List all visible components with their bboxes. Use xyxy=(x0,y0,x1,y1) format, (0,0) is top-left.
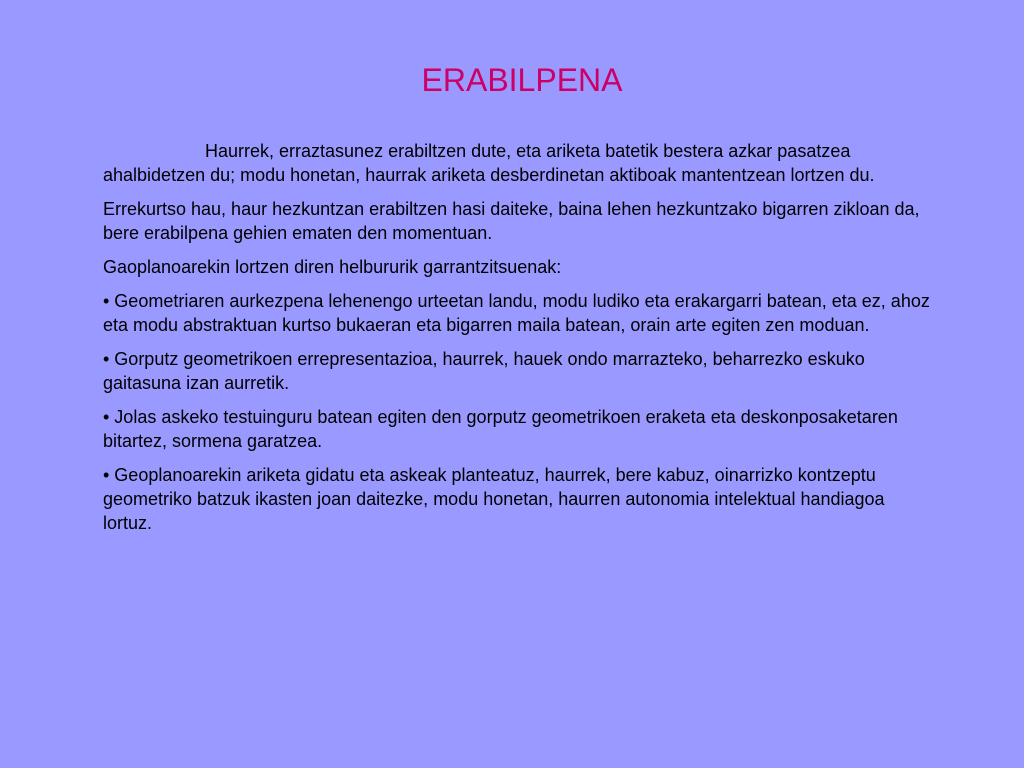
bullet-item: • Geometriaren aurkezpena lehenengo urteetan landu, modu ludiko eta erakargarri batean, eta ez, ahoz eta modu abstraktuan kurtso bukaeran eta bigarren maila batean, orain arte egiten zen moduan. xyxy=(103,291,930,335)
bullet-item: • Geoplanoarekin ariketa gidatu eta askeak planteatuz, haurrek, bere kabuz, oinarrizko kontzeptu geometriko batzuk ikasten joan daitezke, modu honetan, haurren autonomia intelektual handiagoa lortuz. xyxy=(103,465,885,533)
slide-title: ERABILPENA xyxy=(421,62,623,98)
paragraph-objectives-heading: Gaoplanoarekin lortzen diren helbururik garrantzitsuenak: xyxy=(103,257,562,277)
bullet-item: • Jolas askeko testuinguru batean egiten den gorputz geometrikoen eraketa eta deskonposaketaren bitartez, sormena garatzea. xyxy=(103,407,898,451)
paragraph-usage-age: Errekurtso hau, haur hezkuntzan erabiltzen hasi daiteke, baina lehen hezkuntzako bigarren zikloan da, bere erabilpena gehien ematen den momentuan. xyxy=(103,199,920,243)
paragraph-intro: Haurrek, erraztasunez erabiltzen dute, eta ariketa batetik bestera azkar pasatzea ahalbidetzen du; modu honetan, haurrak ariketa desberdinetan aktiboak mantentzean lortzen du. xyxy=(103,141,875,185)
slide-body xyxy=(103,139,933,545)
bullet-item: • Gorputz geometrikoen errepresentazioa, haurrek, hauek ondo marrazteko, beharrezko eskuko gaitasuna izan aurretik. xyxy=(103,349,865,393)
